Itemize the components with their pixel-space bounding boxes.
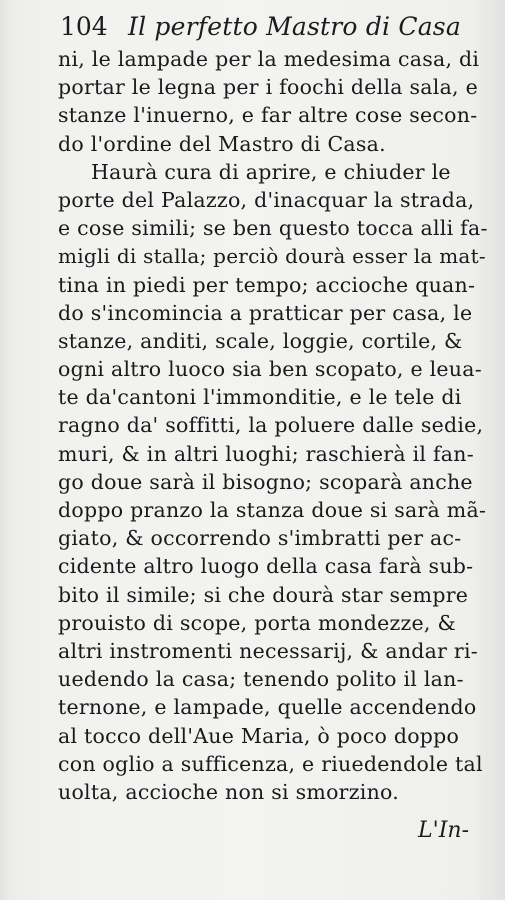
text-line: migli di stalla; perciò dourà esser la mat- (58, 244, 486, 269)
page-number: 104 (60, 12, 108, 41)
page-header (60, 8, 480, 42)
text-line: te da'cantoni l'immonditie, e le tele di (58, 385, 462, 410)
text-line: bito il simile; si che dourà star sempre (58, 582, 469, 607)
text-line: stanze l'inuerno, e far altre cose secon- (58, 103, 478, 128)
text-line: e cose simili; se ben questo tocca alli fa- (58, 216, 488, 241)
text-line: tina in piedi per tempo; accioche quan- (58, 272, 476, 297)
text-line: porte del Palazzo, d'inacquar la strada, (58, 187, 475, 212)
paragraph-start-line: Haurà cura di aprire, e chiuder le (91, 159, 451, 184)
catchword: L'In- (418, 818, 469, 843)
text-line: al tocco dell'Aue Maria, ò poco doppo (58, 723, 460, 748)
text-line: portar le legna per i foochi della sala, e (58, 75, 478, 100)
text-line: go doue sarà il bisogno; scoparà anche (58, 469, 473, 494)
text-line: cidente altro luogo della casa farà sub- (58, 554, 474, 579)
text-line: doppo pranzo la stanza doue si sarà mã- (58, 498, 487, 522)
text-line: ragno da' soffitti, la poluere dalle sedie, (58, 413, 484, 438)
text-line: ni, le lampade per la medesima casa, di (58, 47, 480, 71)
text-line: ternone, e lampade, quelle accendendo (58, 695, 477, 720)
text-line: muri, & in altri luoghi; raschierà il fan- (58, 441, 474, 466)
text-line: giato, & occorrendo s'imbratti per ac- (58, 526, 462, 551)
text-line: stanze, anditi, scale, loggie, cortile, & (58, 328, 463, 353)
text-line: altri instromenti necessarij, & andar ri- (58, 638, 478, 663)
text-line: prouisto di scope, porta mondezze, & (58, 610, 456, 635)
body-text (58, 45, 488, 806)
running-title: Il perfetto Mastro di Casa (128, 12, 461, 41)
text-line: ogni altro luoco sia ben scopato, e leua- (58, 357, 482, 382)
text-line: uedendo la casa; tenendo polito il lan- (58, 667, 464, 692)
text-line: uolta, accioche non si smorzino. (58, 779, 400, 804)
text-line: do s'incomincia a pratticar per casa, le (58, 300, 473, 325)
text-line: con oglio a sufficenza, e riuedendole tal (58, 751, 483, 776)
text-line: do l'ordine del Mastro di Casa. (58, 131, 386, 156)
